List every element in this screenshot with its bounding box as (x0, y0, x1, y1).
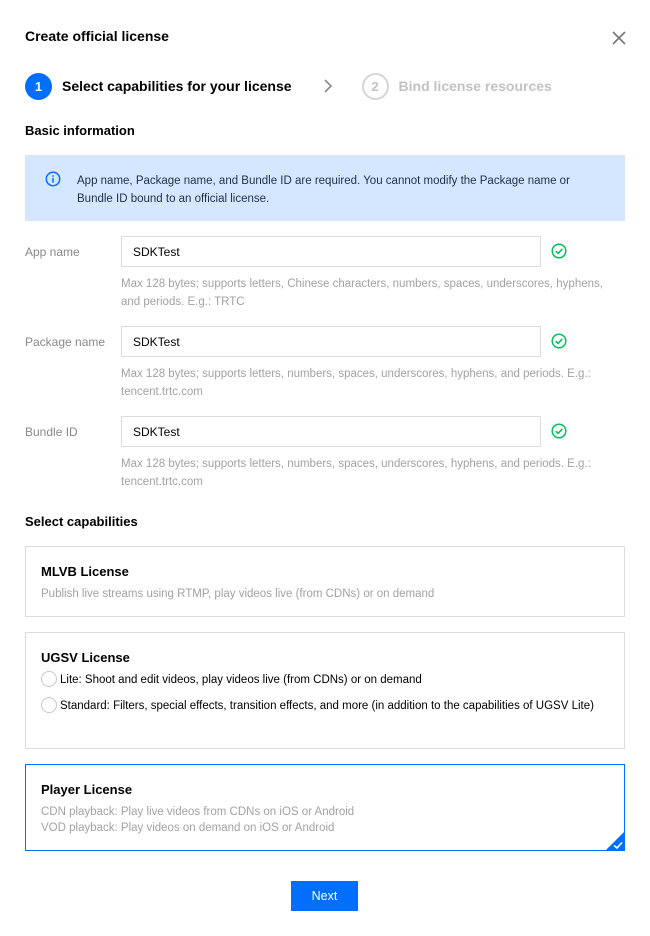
package-name-input[interactable] (121, 326, 541, 357)
select-capabilities-heading: Select capabilities (25, 514, 138, 529)
player-vod-desc: VOD playback: Play videos on demand on iOS or Android (41, 822, 335, 834)
ugsv-lite-radio[interactable] (41, 671, 57, 687)
ugsv-standard-radio[interactable] (41, 697, 57, 713)
step-2-label: Bind license resources (398, 78, 552, 94)
basic-information-heading: Basic information (25, 123, 135, 138)
app-name-input[interactable] (121, 236, 541, 267)
bundle-id-label: Bundle ID (25, 425, 78, 439)
check-circle-icon (551, 423, 567, 439)
ugsv-license-card (25, 632, 625, 749)
info-notice-text: App name, Package name, and Bundle ID are required. You cannot modify the Package name or Bundle ID bound to an official license. (77, 175, 570, 205)
info-icon (45, 171, 61, 187)
mlvb-license-card[interactable] (25, 546, 625, 617)
player-cdn-desc: CDN playback: Play live videos from CDNs on iOS or Android (41, 806, 355, 818)
selected-check-icon (605, 831, 625, 851)
player-license-title: Player License (41, 782, 133, 797)
check-circle-icon (551, 243, 567, 259)
next-button[interactable]: Next (291, 881, 358, 911)
step-1-badge: 1 (25, 73, 52, 100)
stepper (25, 72, 552, 100)
bundle-id-input[interactable] (121, 416, 541, 447)
package-name-label: Package name (25, 335, 106, 349)
mlvb-license-desc: Publish live streams using RTMP, play videos live (from CDNs) or on demand (41, 588, 435, 600)
ugsv-standard-option[interactable] (41, 697, 606, 715)
app-name-hint: Max 128 bytes; supports letters, Chinese characters, numbers, spaces, underscores, hyphens, and periods. E.g.: TRTC (121, 278, 603, 308)
bundle-id-hint: Max 128 bytes; supports letters, numbers, spaces, underscores, hyphens, and periods. E.g.: tencent.trtc.com (121, 458, 591, 488)
dialog-title: Create official license (25, 28, 169, 44)
ugsv-lite-label: Lite: Shoot and edit videos, play videos live (from CDNs) or on demand (60, 674, 422, 686)
player-license-card[interactable] (25, 764, 625, 851)
chevron-right-icon (322, 79, 334, 93)
check-circle-icon (551, 333, 567, 349)
step-2-badge: 2 (362, 73, 389, 100)
step-1-label: Select capabilities for your license (62, 78, 292, 94)
ugsv-standard-label: Standard: Filters, special effects, transition effects, and more (in addition to the capabilities of UGSV Lite) (60, 700, 594, 712)
info-notice (25, 155, 625, 221)
ugsv-license-title: UGSV License (41, 650, 130, 665)
ugsv-lite-option[interactable] (41, 671, 422, 689)
app-name-label: App name (25, 245, 80, 259)
package-name-hint: Max 128 bytes; supports letters, numbers, spaces, underscores, hyphens, and periods. E.g.: tencent.trtc.com (121, 368, 591, 398)
close-icon[interactable] (610, 29, 628, 47)
mlvb-license-title: MLVB License (41, 564, 129, 579)
